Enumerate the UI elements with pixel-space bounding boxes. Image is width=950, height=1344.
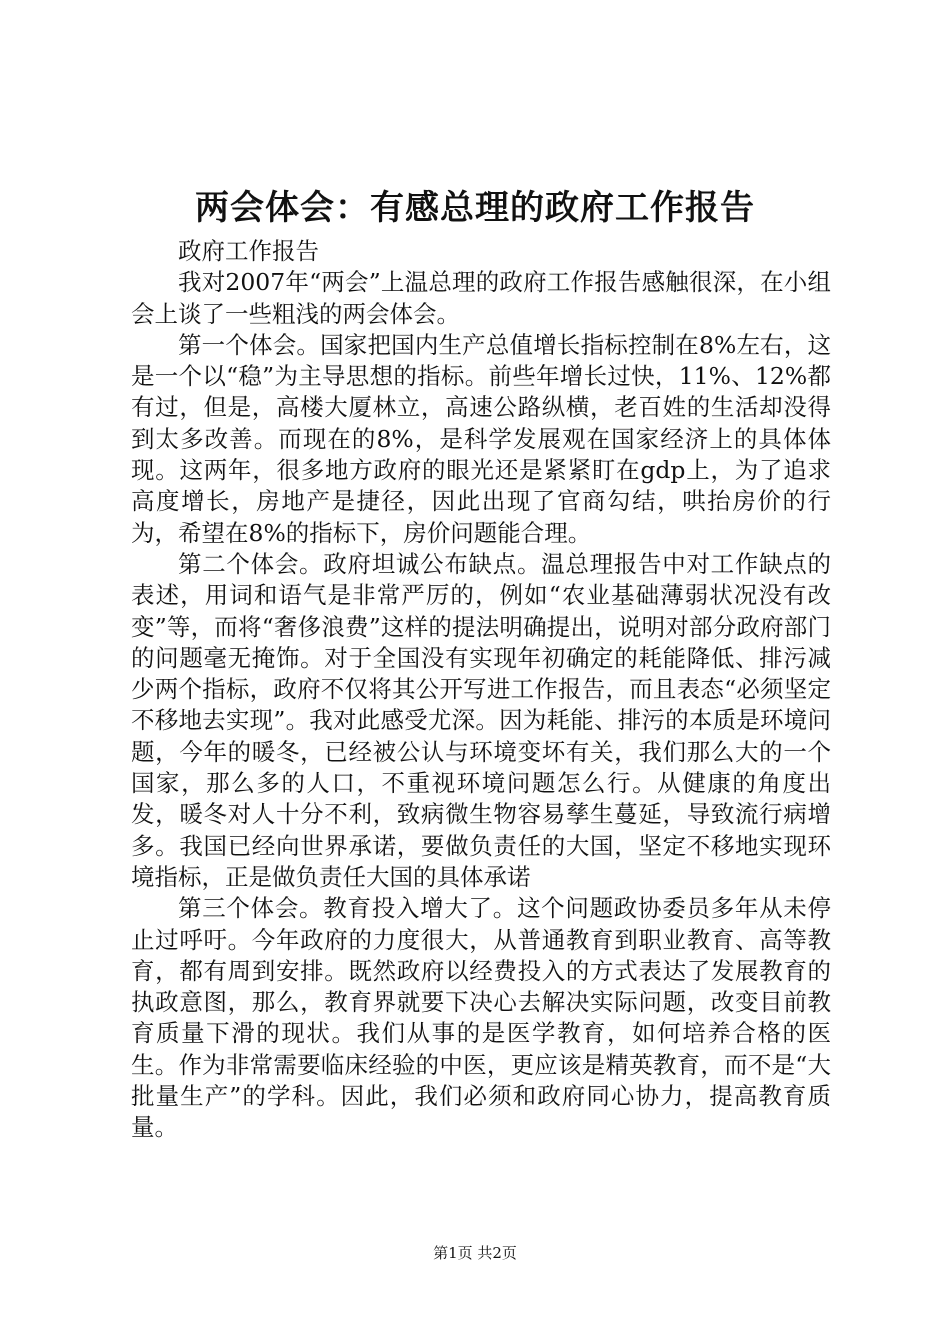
paragraph-first-point: 第一个体会。国家把国内生产总值增长指标控制在8%左右，这是一个以“稳”为主导思想的指标。前些年增长过快，11%、12%都有过，但是，高楼大厦林立，高速公路纵横，老百姓的生活却没得到太多改善。而现在的8%，是科学发展观在国家经济上的具体体现。这两年，很多地方政府的眼光还是紧紧盯在gdp上，为了追求高度增长，房地产是捷径，因此出现了官商勾结，哄抬房价的行为，希望在8%的指标下，房价问题能合理。 [131,330,831,547]
document-body [131,236,831,1144]
paragraph-heading: 政府工作报告 [178,237,319,265]
paragraph-intro: 我对2007年“两会”上温总理的政府工作报告感触很深，在小组会上谈了一些粗浅的两会体会。 [131,268,831,328]
paragraph-third-point: 第三个体会。教育投入增大了。这个问题政协委员多年从未停止过呼吁。今年政府的力度很大，从普通教育到职业教育、高等教育，都有周到安排。既然政府以经费投入的方式表达了发展教育的执政意图，那么，教育界就要下决心去解决实际问题，改变目前教育质量下滑的现状。我们从事的是医学教育，如何培养合格的医生。作为非常需要临床经验的中医，更应该是精英教育，而不是“大批量生产”的学科。因此，我们必须和政府同心协力，提高教育质量。 [131,894,831,1142]
document-title: 两会体会：有感总理的政府工作报告 [195,188,755,228]
paragraph-second-point: 第二个体会。政府坦诚公布缺点。温总理报告中对工作缺点的表述，用词和语气是非常严厉的，例如“农业基础薄弱状况没有改变”等，而将“奢侈浪费”这样的提法明确提出，说明对部分政府部门的问题毫无掩饰。对于全国没有实现年初确定的耗能降低、排污减少两个指标，政府不仅将其公开写进工作报告，而且表态“必须坚定不移地去实现”。我对此感受尤深。因为耗能、排污的本质是环境问题，今年的暖冬，已经被公认与环境变坏有关，我们那么大的一个国家，那么多的人口，不重视环境问题怎么行。从健康的角度出发，暖冬对人十分不利，致病微生物容易孳生蔓延，导致流行病增多。我国已经向世界承诺，要做负责任的大国，坚定不移地实现环境指标，正是做负责任大国的具体承诺 [131,549,831,891]
page-number-footer: 第1页 共2页 [433,1244,517,1262]
